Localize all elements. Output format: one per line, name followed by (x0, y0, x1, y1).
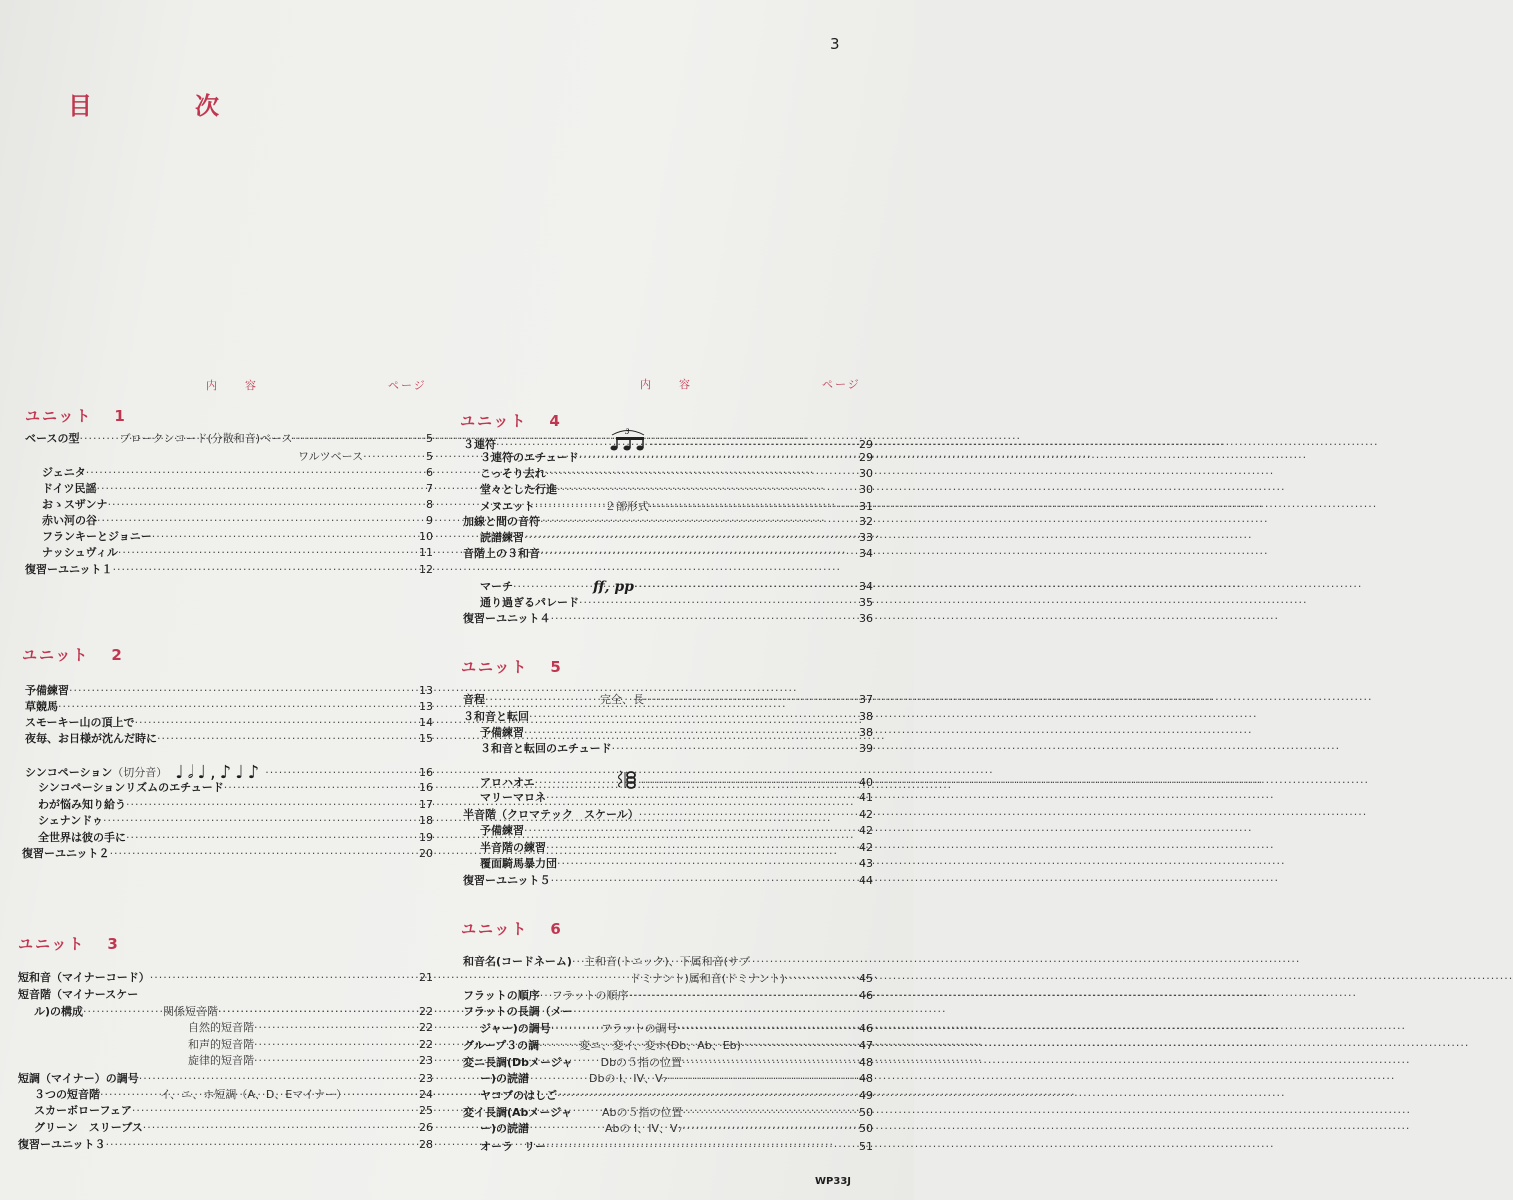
toc-entry[interactable]: フラットの長調（メー (463, 1005, 573, 1018)
toc-entry[interactable]: 草競馬 ····· 13 (25, 699, 433, 714)
toc-entry[interactable]: シンコペーション （切分音） ♩𝅗𝅥♩,♪♩♪ ····· 16 (25, 762, 433, 780)
toc-entry[interactable]: オーラ リー ····· 51 (480, 1139, 873, 1154)
toc-entry[interactable]: 赤い河の谷 ····· 9 (42, 513, 433, 528)
toc-entry[interactable]: シェナンドゥ ····· 18 (38, 813, 433, 828)
unit-6-heading: ユニット 6 (461, 920, 563, 938)
triplet-icon (608, 426, 648, 452)
toc-entry[interactable]: ３つの短音階 ····· イ、ニ、ホ短調（A、D、Eマイナー） ····· 24 (34, 1087, 433, 1102)
triplet-svg (608, 426, 648, 452)
toc-entry[interactable]: 音階上の３和音 ····· 34 (463, 546, 873, 561)
page-number: 3 (830, 35, 840, 53)
toc-entry[interactable]: マーチ ····· ff, pp ····· 34 (480, 577, 873, 594)
dynamics-mark: ff, pp (593, 579, 634, 595)
toc-entry[interactable]: ナッシュヴィル ····· 11 (42, 545, 433, 560)
toc-entry[interactable]: 半音階の練習 ····· 42 (480, 840, 873, 855)
toc-entry[interactable]: わが悩み知り給う ····· 17 (38, 797, 433, 812)
toc-entry[interactable]: 読譜練習 ····· 33 (480, 530, 873, 545)
toc-entry[interactable]: 予備練習 ····· 42 (480, 823, 873, 838)
toc-entry[interactable]: ジェニタ ····· 6 (42, 465, 433, 480)
toc-entry[interactable]: ３和音と転回 ····· 38 (463, 709, 873, 724)
left-contents-head: 内 容 (206, 379, 258, 392)
toc-entry[interactable]: 夜毎、お日様が沈んだ時に ····· 15 (25, 731, 433, 746)
toc-entry[interactable]: 加線と間の音符 ····· 32 (463, 514, 873, 529)
toc-entry[interactable]: 復習ーユニット３ ····· 28 (18, 1137, 433, 1152)
toc-entry[interactable]: 半音階（クロマテック スケール） ····· 42 (463, 807, 873, 822)
toc-entry[interactable]: 予備練習 ····· 13 (25, 683, 433, 698)
note-rhythm-icon: ♩𝅗𝅥♩,♪♩♪ (175, 762, 264, 783)
toc-entry[interactable]: ベースの型 ····· ブロークンコード(分散和音)ベース ····· 5 (25, 431, 433, 446)
toc-entry[interactable]: ル)の構成 ····· 関係短音階 ····· 22 (34, 1004, 433, 1019)
toc-entry[interactable]: おゝスザンナ ····· 8 (42, 497, 433, 512)
page-title (68, 86, 220, 121)
toc-entry[interactable]: 復習ーユニット５ ····· 44 (463, 873, 873, 888)
toc-entry[interactable]: 復習ーユニット４ ····· 36 (463, 611, 873, 626)
unit-5-heading: ユニット 5 (461, 658, 563, 676)
arpeggio-chord-icon (617, 770, 639, 790)
unit-3-heading: ユニット 3 (18, 935, 120, 953)
toc-entry[interactable]: ドミナント)属和音(ドミナント) ····· 45 (630, 971, 873, 986)
title-char-2: 次 (195, 92, 220, 120)
toc-entry[interactable]: グループ３の調 ····· 変ニ、変イ、変ホ(Db、Ab、Eb) ····· 47 (463, 1038, 873, 1053)
toc-entry[interactable]: フラットの順序 ····· フラットの順序 ····· 46 (463, 988, 873, 1003)
toc-entry[interactable]: 和音名(コードネーム) ····· 主和音(トニック)、下属和音(サブ (463, 954, 873, 969)
toc-entry[interactable]: 覆面騎馬暴力団 ····· 43 (480, 856, 873, 871)
toc-entry[interactable]: アロハオエ ····· ····· 40 (480, 770, 873, 790)
toc-entry[interactable]: 旋律的短音階 ····· 23 (188, 1053, 433, 1068)
toc-entry[interactable]: ー)の読譜 Abの I、IV、V₇ ····· 50 (480, 1121, 873, 1136)
toc-entry[interactable]: ３連符のエチュード ····· 29 (480, 450, 873, 465)
toc-entry[interactable]: 自然的短音階 ····· 22 (188, 1020, 433, 1035)
toc-entry[interactable]: 全世界は彼の手に ····· 19 (38, 830, 433, 845)
toc-entry[interactable]: ドイツ民謡 ····· 7 (42, 481, 433, 496)
toc-entry[interactable]: スカーボローフェア ····· 25 (34, 1103, 433, 1118)
toc-entry[interactable]: 音程 ····· 完全、長 ····· 37 (463, 692, 873, 707)
title-char-1: 目 (68, 92, 93, 120)
toc-entry[interactable]: 復習ーユニット１ ····· 12 (25, 562, 433, 577)
toc-entry[interactable]: 短和音（マイナーコード） ····· 21 (18, 970, 433, 985)
toc-entry[interactable]: フランキーとジョニー ····· 10 (42, 529, 433, 544)
toc-entry[interactable]: メヌエット ····· ２部形式 ····· 31 (480, 499, 873, 514)
right-contents-head: 内 容 (640, 378, 692, 391)
toc-entry[interactable]: 復習ーユニット２ ····· 20 (22, 846, 433, 861)
svg-text:3: 3 (625, 428, 630, 436)
toc-entry[interactable]: ジャー)の調号 ····· フラットの調号 ····· 46 (480, 1021, 873, 1036)
toc-entry[interactable]: 和声的短音階 ····· 22 (188, 1037, 433, 1052)
toc-entry[interactable]: こっそり去れ ····· 30 (480, 466, 873, 481)
toc-entry[interactable]: ー)の読譜 Dbの I、IV、V₇ ····· 48 (480, 1071, 873, 1086)
unit-2-heading: ユニット 2 (22, 646, 124, 664)
toc-entry[interactable]: 通り過ぎるパレード ····· 35 (480, 595, 873, 610)
catalog-code: WP33J (815, 1176, 851, 1187)
toc-entry[interactable]: スモーキー山の頂上で ····· 14 (25, 715, 433, 730)
left-page-head: ページ (388, 379, 427, 392)
toc-entry[interactable]: マリーマロネ ····· 41 (480, 790, 873, 805)
toc-entry[interactable]: グリーン スリーブス ····· 26 (34, 1120, 433, 1135)
toc-entry[interactable]: 堂々とした行進 ····· 30 (480, 482, 873, 497)
toc-entry[interactable]: 変イ長調(Abメージャ Abの５指の位置 ····· 50 (463, 1105, 873, 1120)
unit-4-heading: ユニット 4 (460, 412, 562, 430)
toc-entry[interactable]: 短音階（マイナースケー (18, 988, 139, 1001)
toc-entry[interactable]: 変ニ長調(Dbメージャ Dbの５指の位置 ····· 48 (463, 1055, 873, 1070)
toc-entry[interactable]: 短調（マイナー）の調号 ····· 23 (18, 1071, 433, 1086)
right-page-head: ページ (822, 378, 861, 391)
unit-1-heading: ユニット 1 (25, 407, 127, 425)
toc-entry[interactable]: ワルツベース ····· 5 (25, 449, 433, 464)
toc-entry[interactable]: ３和音と転回のエチュード ····· 39 (480, 741, 873, 756)
toc-entry[interactable]: シンコペーションリズムのエチュード ····· 16 (38, 780, 433, 795)
toc-entry[interactable]: 予備練習 ····· 38 (480, 725, 873, 740)
arpeggio-svg (617, 770, 639, 790)
toc-entry[interactable]: ３連符 ····· 3 ····· 29 (463, 434, 873, 452)
toc-entry[interactable]: ヤコブのはしご ····· 49 (480, 1088, 873, 1103)
